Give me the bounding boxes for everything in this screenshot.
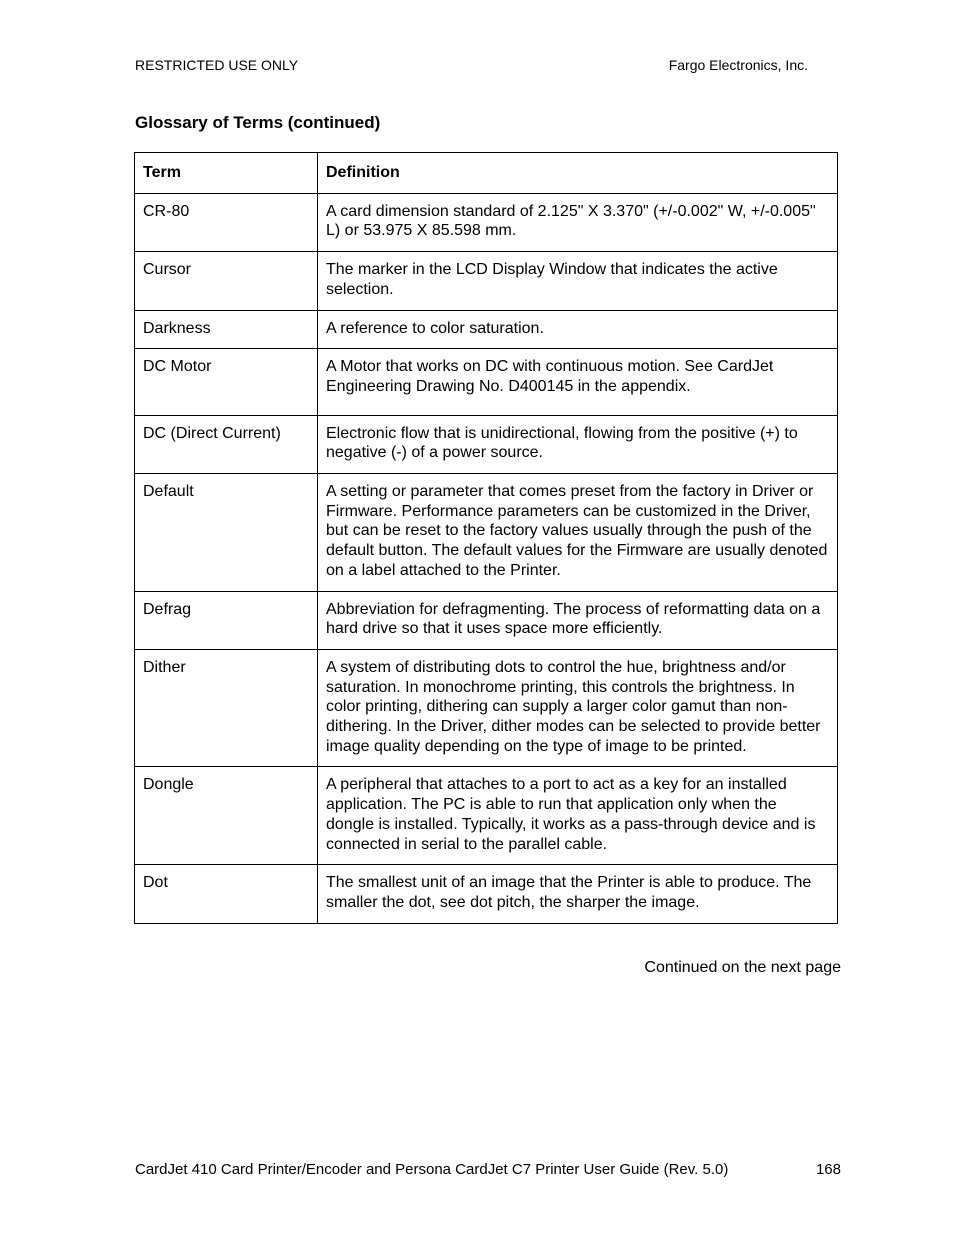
table-row: [135, 649, 838, 767]
continued-note: Continued on the next page: [644, 959, 841, 976]
column-header-term: Term: [135, 153, 318, 194]
definition-cell: A setting or parameter that comes preset from the factory in Driver or Firmware. Performance parameters can be customized in the Driver, but can be reset to the factory values usually through the push of the default button. The default values for the Firmware are usually denoted on a label attached to the Printer.: [318, 474, 838, 592]
definition-cell: A peripheral that attaches to a port to act as a key for an installed application. The PC is able to run that application only when the dongle is installed. Typically, it works as a pass-through device and is connected in serial to the parallel cable.: [318, 767, 838, 865]
header-company-name: Fargo Electronics, Inc.: [668, 57, 808, 73]
header-restricted-notice: RESTRICTED USE ONLY: [135, 57, 299, 73]
table-header-row: [135, 153, 838, 194]
term-cell: DC Motor: [135, 349, 318, 415]
term-cell: Cursor: [135, 252, 318, 310]
term-cell: Darkness: [135, 310, 318, 349]
term-cell: DC (Direct Current): [135, 415, 318, 473]
table-row: [135, 865, 838, 923]
term-cell: Dither: [135, 649, 318, 767]
definition-cell: Electronic flow that is unidirectional, flowing from the positive (+) to negative (-) of a power source.: [318, 415, 838, 473]
table-row: [135, 252, 838, 310]
section-title: Glossary of Terms (continued): [135, 113, 381, 132]
definition-cell: A card dimension standard of 2.125" X 3.370" (+/-0.002" W, +/-0.005" L) or 53.975 X 85.598 mm.: [318, 193, 838, 251]
glossary-table: [134, 152, 838, 924]
footer-document-title: CardJet 410 Card Printer/Encoder and Persona CardJet C7 Printer User Guide (Rev. 5.0): [135, 1161, 729, 1178]
column-header-definition: Definition: [318, 153, 838, 194]
definition-cell: A system of distributing dots to control the hue, brightness and/or saturation. In monochrome printing, this controls the brightness. In color printing, dithering can supply a larger color gamut than non-dithering. In the Driver, dither modes can be selected to provide better image quality depending on the type of image to be printed.: [318, 649, 838, 767]
definition-cell: A reference to color saturation.: [318, 310, 838, 349]
table-row: [135, 474, 838, 592]
definition-cell: The smallest unit of an image that the Printer is able to produce. The smaller the dot, see dot pitch, the sharper the image.: [318, 865, 838, 923]
table-row: [135, 767, 838, 865]
table-row: [135, 415, 838, 473]
term-cell: Default: [135, 474, 318, 592]
term-cell: CR-80: [135, 193, 318, 251]
term-cell: Dot: [135, 865, 318, 923]
term-cell: Dongle: [135, 767, 318, 865]
definition-cell: A Motor that works on DC with continuous motion. See CardJet Engineering Drawing No. D400145 in the appendix.: [318, 349, 838, 415]
table-row: [135, 591, 838, 649]
definition-cell: Abbreviation for defragmenting. The process of reformatting data on a hard drive so that it uses space more efficiently.: [318, 591, 838, 649]
term-cell: Defrag: [135, 591, 318, 649]
table-row: [135, 349, 838, 415]
table-row: [135, 193, 838, 251]
table-row: [135, 310, 838, 349]
definition-cell: The marker in the LCD Display Window that indicates the active selection.: [318, 252, 838, 310]
footer-page-number: 168: [815, 1161, 841, 1178]
